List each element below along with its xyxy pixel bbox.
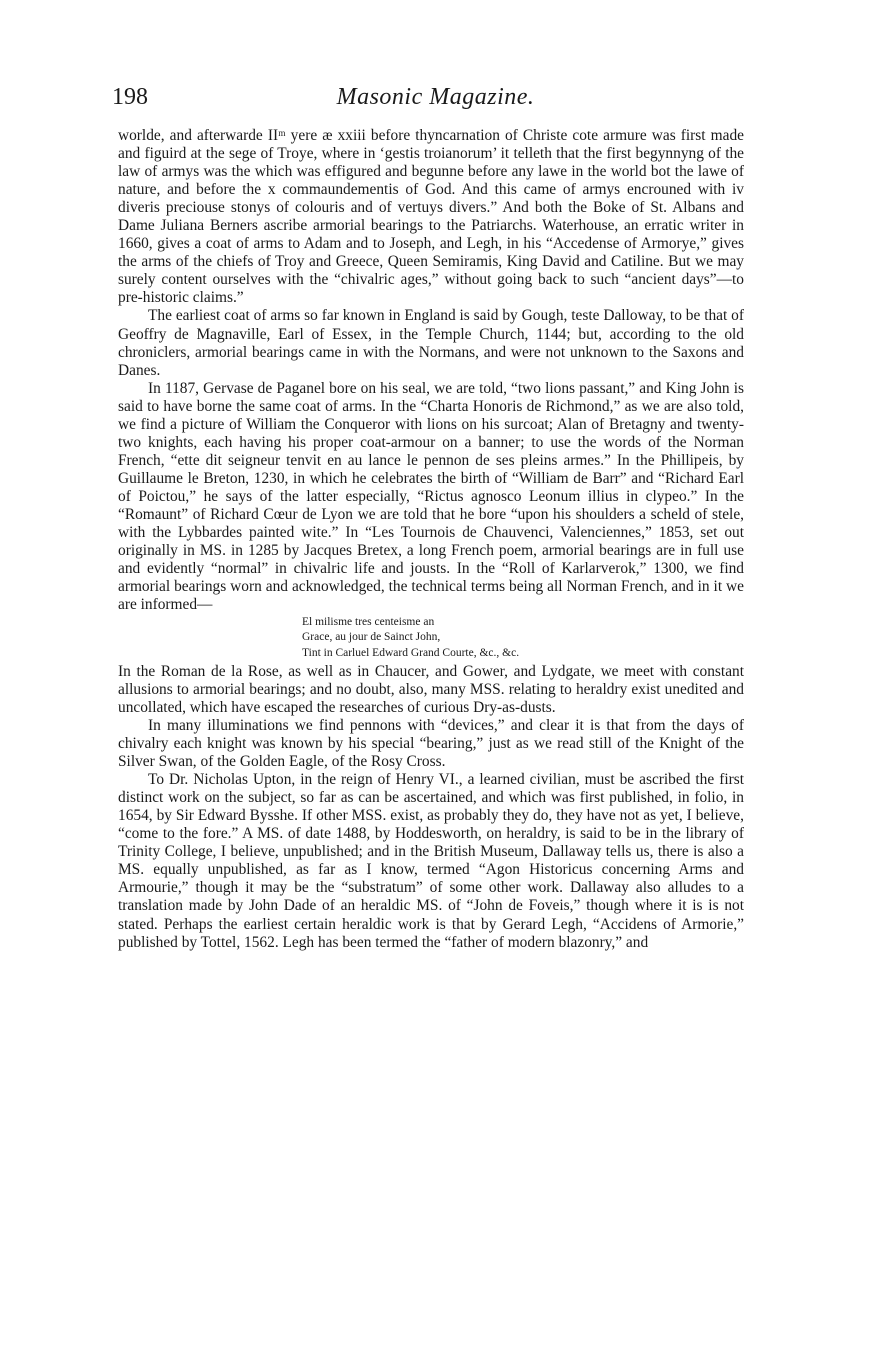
verse-line: El milisme tres centeisme an xyxy=(302,616,435,629)
paragraph-gervase-paganel: In 1187, Gervase de Paganel bore on his seal, we are told, “two lions passant,” and King John is said to have borne the same coat of arms. In the “Charta Honoris de Richmond,” as we are also told, we find a picture of William the Conqueror with lions on his surcoat; Alan of Bretagny and twenty-two knights, each having his proper coat-armour on a banner; to use the words of the Norman French, “ette dit seigneur tenvit en au lance le pennon de ses pleins armes.” In the Phillipeis, by Guillaume le Breton, 1230, in which he celebrates the birth of “William de Barr” and “Richard Earl of Poictou,” he says of the latter especially, “Rictus agnosco Leonum illius in clypeo.” In the “Romaunt” of Richard Cœur de Lyon we are told that he bore “upon his shoulders a scheld of stele, with the Lybbardes painted wite.” In “Les Tournois de Chauvenci, Valenciennes,” 1853, set out originally in MS. in 1285 by Jacques Bretex, a long French poem, armorial bearings are in full use and evidently “normal” in chivalric life and jousts. In the “Roll of Karlarverok,” 1300, we find armorial bearings worn and acknowledged, the technical terms being all Norman French, and in it we are informed— xyxy=(118,379,744,614)
paragraph-earliest-coat: The earliest coat of arms so far known in England is said by Gough, teste Dalloway, to be that of Geoffry de Magnaville, Earl of Essex, in the Temple Church, 1144; but, according to the old chroniclers, armorial bearings came in with the Normans, and were not unknown to the Saxons and Danes. xyxy=(118,307,744,379)
page-number: 198 xyxy=(112,84,148,110)
paragraph-nicholas-upton: To Dr. Nicholas Upton, in the reign of Henry VI., a learned civilian, must be ascribed the first distinct work on the subject, so far as can be ascertained, and which was first published, in folio, in 1654, by Sir Edward Bysshe. If other MSS. exist, as probably they do, they have not as yet, I believe, “come to the fore.” A MS. of date 1488, by Hoddesworth, on heraldry, is said to be in the library of Trinity College, I believe, unpublished; and in the British Museum, Dallaway tells us, there is also a MS. equally unpublished, as far as I know, termed “Agon Historicus concerning Arms and Armourie,” though it may be the “substratum” of some other work. Dallaway also alludes to a translation made by John Dade of an heraldic MS. of “John de Foveis,” though where it is is not stated. Perhaps the earliest certain heraldic work is that by Gerard Legh, “Accidens of Armorie,” published by Tottel, 1562. Legh has been termed the “father of modern blazonry,” and xyxy=(118,771,744,951)
paragraph-illuminations: In many illuminations we find pennons with “devices,” and clear it is that from the days of chivalry each knight was known by his special “bearing,” just as we read still of the Knight of the Silver Swan, of the Golden Eagle, of the Rosy Cross. xyxy=(118,717,744,771)
verse-quotation xyxy=(302,615,744,661)
running-title: Masonic Magazine. xyxy=(336,84,535,110)
paragraph-continuation: worlde, and afterwarde IIᵐ yere æ xxiii before thyncarnation of Christe cote armure was first made and figuird at the sege of Troye, where in ‘gestis troianorum’ it telleth that the first begynnyng of the law of armys was the which was effigured and begunne before any lawe in the world bot the lawe of nature, and before the x commaundementis of God. And this came of armys encrouned with iv diveris preciouse stonys of colouris and of vertuys divers.” And both the Boke of St. Albans and Dame Juliana Berners ascribe armorial bearings to the Patriarchs. Waterhouse, an erratic writer in 1660, gives a coat of arms to Adam and to Joseph, and Legh, in his “Accedense of Armorye,” gives the arms of the chiefs of Troy and Greece, Queen Semiramis, King David and Catiline. But we may surely content ourselves with the “chivalric ages,” without going back to such “ancient days”—to pre-historic claims.” xyxy=(118,127,744,307)
verse-line: Tint in Carluel Edward Grand Courte, &c., &c. xyxy=(302,646,520,659)
paragraph-roman-de-la-rose: In the Roman de la Rose, as well as in Chaucer, and Gower, and Lydgate, we meet with constant allusions to armorial bearings; and no doubt, also, many MSS. relating to heraldry exist unedited and uncollated, which have escaped the researches of curious Dry-as-dusts. xyxy=(118,662,744,716)
verse-line: Grace, au jour de Sainct John, xyxy=(302,631,441,644)
article-body xyxy=(118,127,744,952)
